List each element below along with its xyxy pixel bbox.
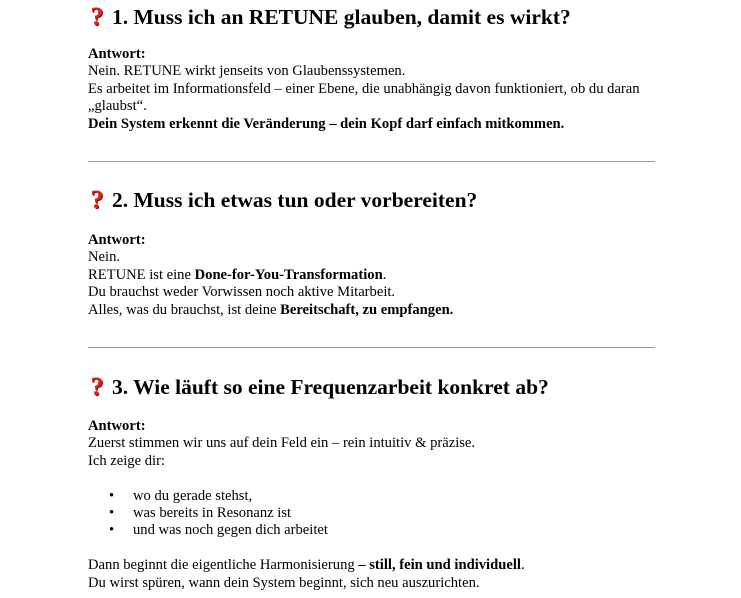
answer-text: RETUNE ist eine — [88, 266, 195, 283]
answer-bold-text: – still, fein und individuell — [358, 557, 521, 574]
bullet-list — [88, 488, 525, 540]
answer-line: Es arbeitet im Informationsfeld – einer Ebene, die unabhängig davon funktioniert, ob du daran — [88, 80, 640, 97]
answer-label: Antwort: — [88, 418, 146, 434]
spacer — [88, 470, 525, 487]
faq-answer-1 — [88, 46, 640, 133]
answer-label: Antwort: — [88, 46, 146, 62]
answer-line: „glaubst“. — [88, 98, 147, 115]
question-mark-icon: ? — [90, 372, 104, 401]
answer-line: Du wirst spüren, wann dein System beginnt, sich neu auszurichten. — [88, 574, 480, 591]
answer-text: Dann beginnt die eigentliche Harmonisierung — [88, 557, 359, 574]
answer-text: . — [520, 557, 525, 574]
answer-bold-text: Bereitschaft, zu empfangen. — [280, 301, 454, 318]
bullet-item: • was bereits in Resonanz ist — [88, 505, 525, 522]
answer-label: Antwort: — [88, 232, 146, 248]
faq-answer-3 — [88, 418, 525, 592]
bullet-item: • wo du gerade stehst, — [88, 488, 525, 505]
faq-question-3 — [88, 373, 549, 401]
section-divider — [88, 347, 655, 348]
bullet-item: • und was noch gegen dich arbeitet — [88, 522, 525, 539]
section-divider — [88, 161, 655, 162]
answer-text: Alles, was du brauchst, ist deine — [88, 301, 281, 318]
answer-line — [88, 302, 453, 319]
answer-bold-text: Done-for-You-Transformation — [194, 266, 383, 283]
answer-bold-line: Dein System erkennt die Veränderung – dein Kopf darf einfach mitkommen. — [88, 115, 565, 132]
faq-answer-2 — [88, 232, 453, 319]
question-text: 2. Muss ich etwas tun oder vorbereiten? — [112, 188, 478, 212]
answer-line: Ich zeige dir: — [88, 452, 165, 469]
answer-line: Nein. — [88, 249, 121, 266]
faq-question-2 — [88, 186, 477, 214]
question-mark-icon: ? — [90, 2, 104, 31]
answer-text: . — [382, 266, 387, 283]
answer-line — [88, 557, 525, 574]
answer-line: Zuerst stimmen wir uns auf dein Feld ein – rein intuitiv & präzise. — [88, 435, 476, 452]
faq-question-1 — [88, 3, 571, 31]
question-mark-icon: ? — [90, 185, 104, 214]
answer-line: Nein. RETUNE wirkt jenseits von Glaubenssystemen. — [88, 63, 406, 80]
question-text: 1. Muss ich an RETUNE glauben, damit es wirkt? — [112, 5, 571, 29]
spacer — [88, 540, 525, 557]
question-text: 3. Wie läuft so eine Frequenzarbeit konkret ab? — [112, 375, 549, 399]
answer-line: Du brauchst weder Vorwissen noch aktive Mitarbeit. — [88, 284, 396, 301]
answer-line — [88, 267, 453, 284]
